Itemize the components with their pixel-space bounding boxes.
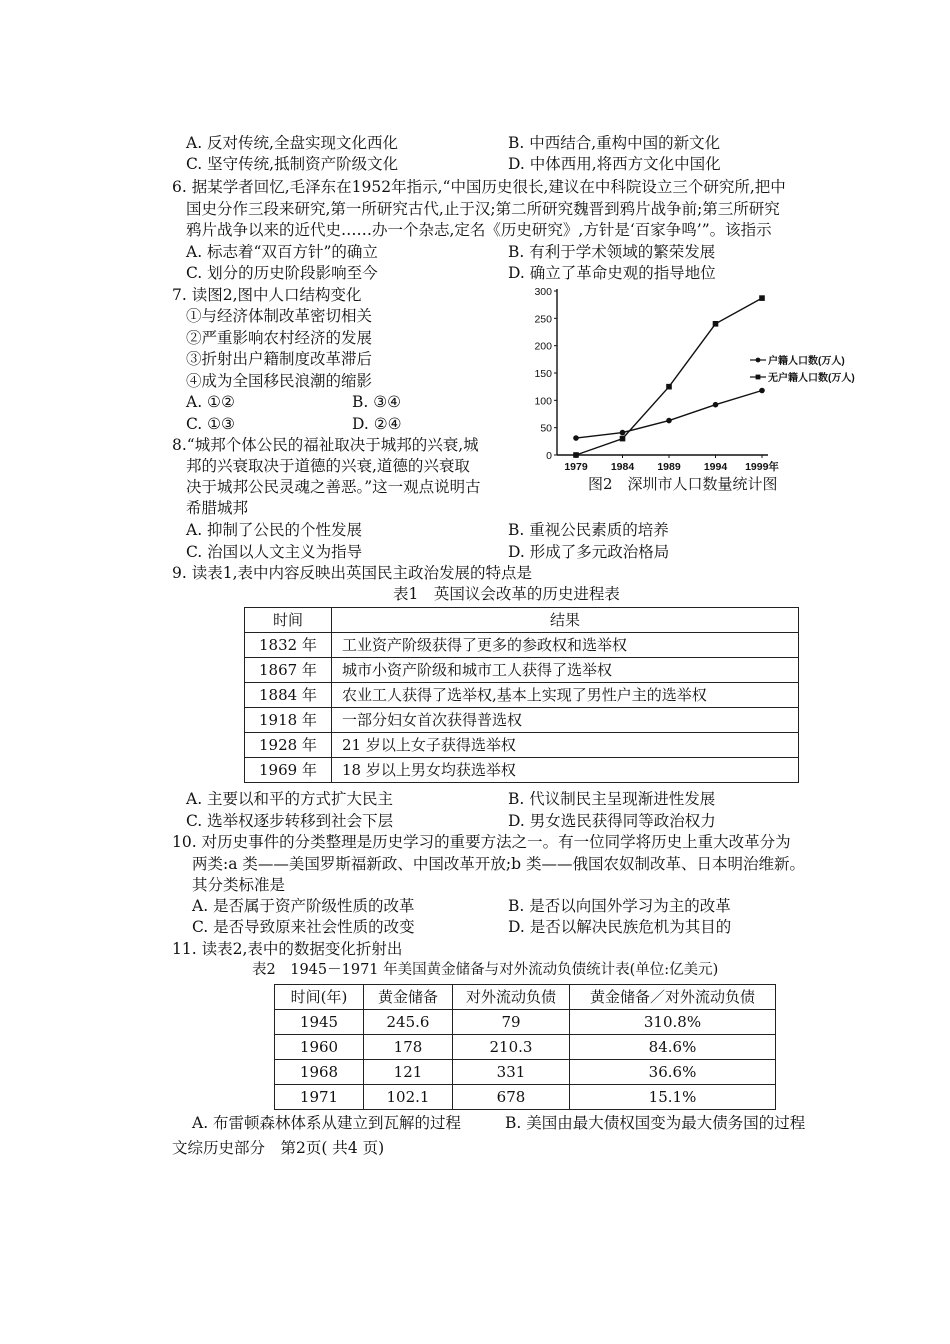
- q11-option-b: B. 美国由最大债权国变为最大债务国的过程: [505, 1114, 806, 1132]
- table-row: [245, 658, 799, 683]
- table-header-row: [275, 985, 776, 1010]
- q8-option-b: B. 重视公民素质的培养: [508, 521, 669, 539]
- table-cell: 21 岁以上女子获得选举权: [332, 733, 799, 758]
- data-point: [759, 388, 765, 394]
- chart-title: 图2 深圳市人口数量统计图: [588, 475, 778, 493]
- y-tick-label: 100: [534, 395, 552, 408]
- q8-stem-line4: 希腊城邦: [186, 499, 249, 517]
- series-line: [576, 390, 762, 438]
- data-point: [713, 321, 719, 327]
- q7-option-b: B. ③④: [352, 393, 402, 411]
- table-row: [245, 733, 799, 758]
- table-row: [245, 633, 799, 658]
- chart-legend: [750, 354, 855, 384]
- q8-option-d: D. 形成了多元政治格局: [508, 543, 670, 561]
- table-row: [245, 708, 799, 733]
- table-header-cell: 时间(年): [275, 985, 364, 1010]
- q6-stem-line2: 国史分作三段来研究,第一所研究古代,止于汉;第二所研究魏晋到鸦片战争前;第三所研究: [186, 200, 780, 218]
- table-cell: 1918 年: [245, 708, 332, 733]
- table-cell: 331: [453, 1060, 570, 1085]
- data-point: [573, 452, 579, 458]
- table-cell: 1867 年: [245, 658, 332, 683]
- q10-stem-line1: 10. 对历史事件的分类整理是历史学习的重要方法之一。有一位同学将历史上重大改革分为: [172, 833, 791, 851]
- table-row: [245, 758, 799, 783]
- series-line: [576, 298, 762, 455]
- table-cell: 178: [364, 1035, 453, 1060]
- q10-option-a: A. 是否属于资产阶级性质的改革: [192, 897, 415, 915]
- table-row: [275, 1010, 776, 1035]
- chart-axes: [557, 289, 768, 455]
- q8-option-a: A. 抑制了公民的个性发展: [186, 521, 363, 539]
- table-cell: 79: [453, 1010, 570, 1035]
- table-header-cell: 时间: [245, 608, 332, 633]
- table-cell: 1928 年: [245, 733, 332, 758]
- table-cell: 1968: [275, 1060, 364, 1085]
- data-point: [666, 384, 672, 390]
- q6-option-c: C. 划分的历史阶段影响至今: [186, 264, 378, 282]
- table-cell: 1884 年: [245, 683, 332, 708]
- q6-option-a: A. 标志着“双百方针”的确立: [186, 243, 378, 261]
- table-cell: 1969 年: [245, 758, 332, 783]
- q10-stem-line3: 其分类标准是: [192, 876, 286, 894]
- x-tick-label: 1989: [657, 461, 681, 473]
- q9-option-b: B. 代议制民主呈现渐进性发展: [508, 790, 716, 808]
- table-header-cell: 结果: [332, 608, 799, 633]
- table-cell: 245.6: [364, 1010, 453, 1035]
- q8-option-c: C. 治国以人文主义为指导: [186, 543, 363, 561]
- table2-title: 表2 1945－1971 年美国黄金储备与对外流动负债统计表(单位:亿美元): [252, 962, 719, 978]
- table-cell: 工业资产阶级获得了更多的参政权和选举权: [332, 633, 799, 658]
- x-tick-label: 1979: [564, 461, 588, 473]
- table-row: [275, 1085, 776, 1110]
- population-chart: [530, 283, 870, 498]
- table-cell: 1960: [275, 1035, 364, 1060]
- y-tick-label: 250: [534, 313, 552, 326]
- table-cell: 1945: [275, 1010, 364, 1035]
- table-cell: 城市小资产阶级和城市工人获得了选举权: [332, 658, 799, 683]
- x-tick-label: 1999年: [745, 461, 779, 473]
- q9-option-c: C. 选举权逐步转移到社会下层: [186, 812, 394, 830]
- table-row: [245, 683, 799, 708]
- y-tick-label: 0: [546, 450, 552, 462]
- table-cell: 36.6%: [570, 1060, 776, 1085]
- y-tick-label: 50: [540, 422, 552, 435]
- table-cell: 310.8%: [570, 1010, 776, 1035]
- table-header-row: [245, 608, 799, 633]
- y-tick-label: 300: [534, 286, 552, 298]
- q5-option-b: B. 中西结合,重构中国的新文化: [508, 134, 721, 152]
- table-cell: 15.1%: [570, 1085, 776, 1110]
- table1: [244, 607, 799, 783]
- y-tick-label: 200: [534, 340, 552, 353]
- q7-statement-2: ②严重影响农村经济的发展: [186, 329, 373, 347]
- q11-option-a: A. 布雷顿森林体系从建立到瓦解的过程: [192, 1114, 462, 1132]
- q7-option-a: A. ①②: [186, 393, 235, 411]
- table-cell: 678: [453, 1085, 570, 1110]
- x-tick-label: 1994: [703, 461, 728, 473]
- page-footer: 文综历史部分 第2页( 共4 页): [172, 1139, 385, 1157]
- table-cell: 1971: [275, 1085, 364, 1110]
- table-cell: 102.1: [364, 1085, 453, 1110]
- table-cell: 210.3: [453, 1035, 570, 1060]
- q7-stem: 7. 读图2,图中人口结构变化: [172, 286, 362, 304]
- q10-option-d: D. 是否以解决民族危机为其目的: [508, 918, 732, 936]
- q11-stem: 11. 读表2,表中的数据变化折射出: [172, 940, 403, 958]
- table-cell: 一部分妇女首次获得普选权: [332, 708, 799, 733]
- q7-statement-3: ③折射出户籍制度改革滞后: [186, 350, 373, 368]
- q7-option-c: C. ①③: [186, 415, 235, 433]
- q8-stem-line2: 邦的兴衰取决于道德的兴衰,道德的兴衰取: [186, 457, 470, 475]
- q9-stem: 9. 读表1,表中内容反映出英国民主政治发展的特点是: [172, 564, 533, 582]
- q6-stem-line3: 鸦片战争以来的近代史……办一个杂志,定名《历史研究》,方针是‘百家争鸣’”。该指示: [186, 221, 772, 239]
- legend-label: 无户籍人口数(万人): [768, 373, 855, 384]
- table-cell: 1832 年: [245, 633, 332, 658]
- table-cell: 121: [364, 1060, 453, 1085]
- y-tick-label: 150: [534, 368, 552, 380]
- table-cell: 18 岁以上男女均获选举权: [332, 758, 799, 783]
- q6-option-d: D. 确立了革命史观的指导地位: [508, 264, 716, 282]
- data-point: [620, 436, 626, 442]
- legend-marker: [756, 375, 761, 380]
- q7-statement-1: ①与经济体制改革密切相关: [186, 307, 373, 325]
- q7-option-d: D. ②④: [352, 415, 402, 433]
- q8-stem-line3: 决于城邦公民灵魂之善恶。”这一观点说明古: [186, 478, 481, 496]
- chart-ticks: [534, 286, 779, 473]
- legend-label: 户籍人口数(万人): [768, 356, 845, 367]
- q5-option-d: D. 中体西用,将西方文化中国化: [508, 155, 721, 173]
- table2: [274, 984, 776, 1110]
- q9-option-d: D. 男女选民获得同等政治权力: [508, 812, 716, 830]
- q5-option-a: A. 反对传统,全盘实现文化西化: [186, 134, 398, 152]
- q6-option-b: B. 有利于学术领域的繁荣发展: [508, 243, 716, 261]
- q6-stem-line1: 6. 据某学者回忆,毛泽东在1952年指示,“中国历史很长,建议在中科院设立三个研究所,把中: [172, 178, 786, 196]
- q5-option-c: C. 坚守传统,抵制资产阶级文化: [186, 155, 399, 173]
- table-header-cell: 黄金储备／对外流动负债: [570, 985, 776, 1010]
- legend-marker: [756, 358, 761, 363]
- data-point: [666, 418, 672, 424]
- q9-option-a: A. 主要以和平的方式扩大民主: [186, 790, 394, 808]
- x-tick-label: 1984: [610, 461, 635, 473]
- q8-stem-line1: 8.“城邦个体公民的福祉取决于城邦的兴衰,城: [172, 436, 479, 454]
- chart-series: [573, 295, 765, 457]
- data-point: [620, 430, 626, 436]
- table-header-cell: 对外流动负债: [453, 985, 570, 1010]
- data-point: [713, 402, 719, 408]
- data-point: [759, 295, 765, 301]
- table-cell: 84.6%: [570, 1035, 776, 1060]
- q10-option-b: B. 是否以向国外学习为主的改革: [508, 897, 731, 915]
- table-row: [275, 1060, 776, 1085]
- table-header-cell: 黄金储备: [364, 985, 453, 1010]
- q10-stem-line2: 两类:a 类——美国罗斯福新政、中国改革开放;b 类——俄国农奴制改革、日本明治维新。: [192, 855, 805, 873]
- table-cell: 农业工人获得了选举权,基本上实现了男性户主的选举权: [332, 683, 799, 708]
- data-point: [573, 435, 579, 441]
- q10-option-c: C. 是否导致原来社会性质的改变: [192, 918, 415, 936]
- q7-statement-4: ④成为全国移民浪潮的缩影: [186, 372, 373, 390]
- table-row: [275, 1035, 776, 1060]
- table1-title: 表1 英国议会改革的历史进程表: [393, 585, 620, 603]
